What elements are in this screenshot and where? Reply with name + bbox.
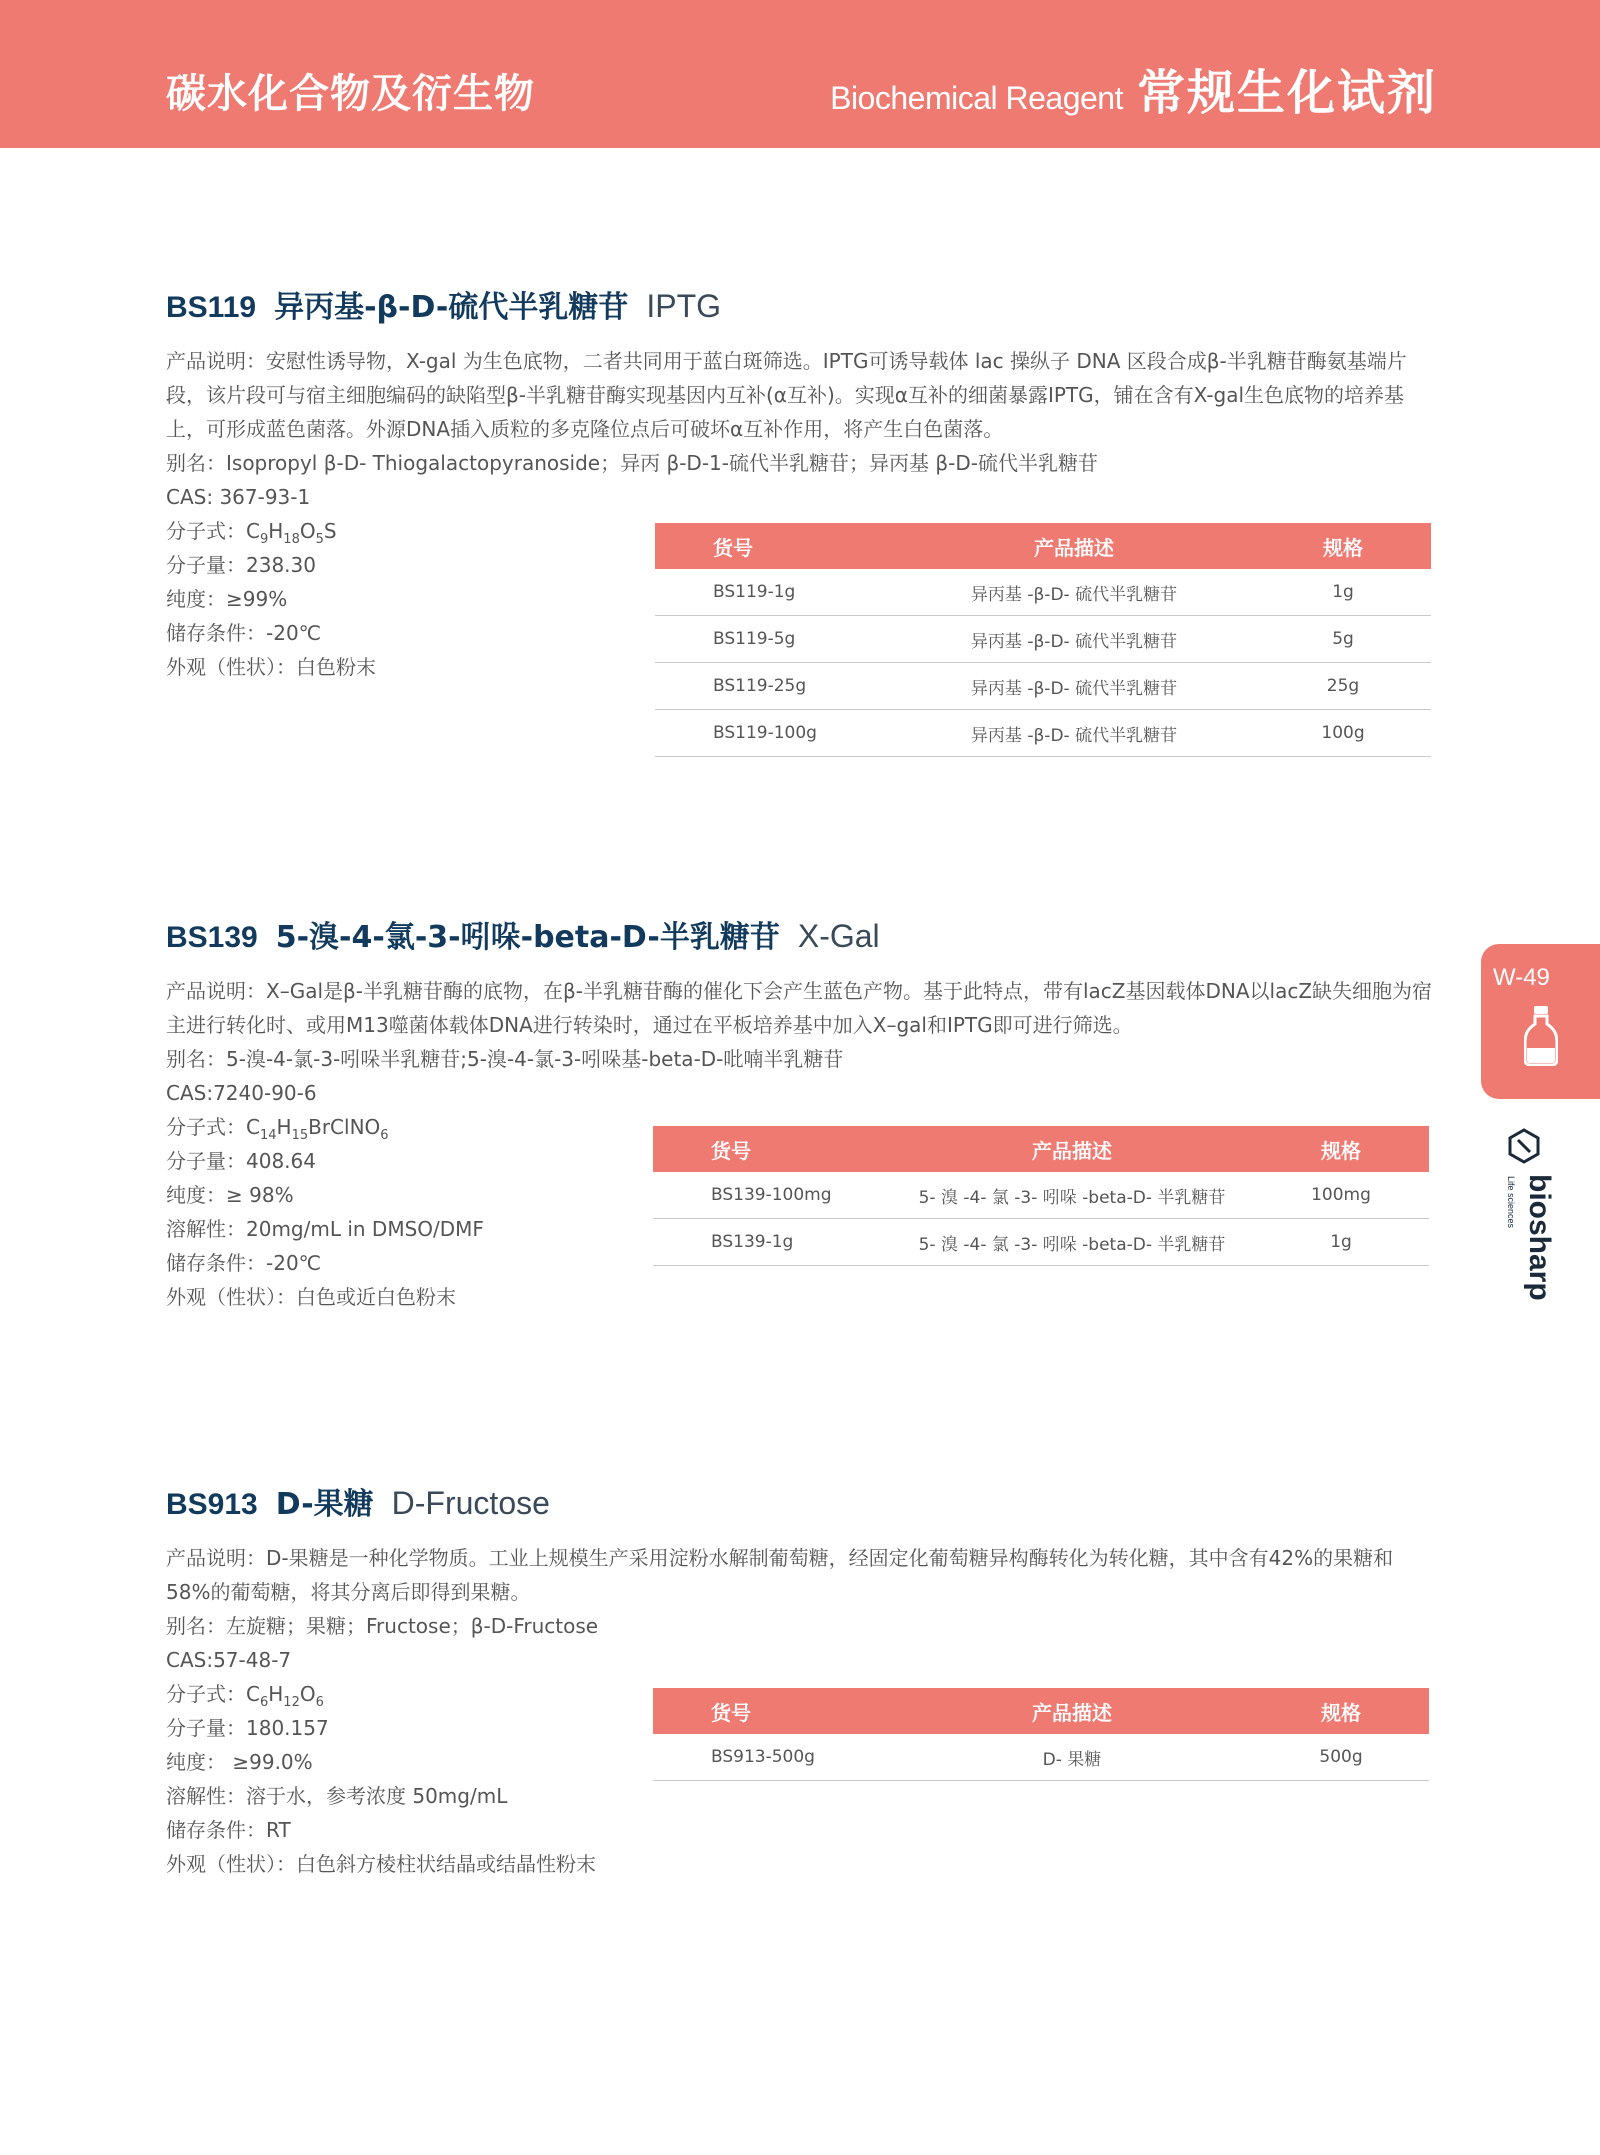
product-description: 产品说明：安慰性诱导物，X-gal 为生色底物，二者共同用于蓝白斑筛选。IPTG可诱导载体 lac 操纵子 DNA 区段合成β-半乳糖苷酶氨基端片段，该片段可与宿主细胞编码的缺陷型β-半乳糖苷酶实现基因内互补(α互补)。实现α互补的细菌暴露IPTG，铺在含有X-gal生色底物的培养基上，可形成蓝色菌落。外源DNA插入质粒的多克隆位点后可破坏α互补作用，将产生白色菌落。 xyxy=(166,349,1407,441)
product-name-cn: D-果糖 xyxy=(275,1487,374,1522)
header-right xyxy=(830,54,1437,123)
product-name-en: D-Fructose xyxy=(391,1485,550,1521)
product-name-cn: 异丙基-β-D-硫代半乳糖苷 xyxy=(274,290,629,325)
product-solubility: 溶解性：20mg/mL in DMSO/DMF xyxy=(166,1217,484,1241)
product-appearance: 外观（性状）：白色或近白色粉末 xyxy=(166,1285,456,1309)
biosharp-logo-icon xyxy=(1498,1126,1554,1306)
product-code: BS913 xyxy=(166,1488,258,1521)
product-storage: 储存条件：RT xyxy=(166,1818,291,1842)
table-header-row xyxy=(653,1126,1429,1172)
col-header-desc: 产品描述 xyxy=(893,523,1255,569)
product-appearance: 外观（性状）：白色斜方棱柱状结晶或结晶性粉末 xyxy=(166,1852,596,1876)
product-appearance: 外观（性状）：白色粉末 xyxy=(166,655,376,679)
product-cas: CAS:57-48-7 xyxy=(166,1648,292,1672)
product-mw: 分子量：180.157 xyxy=(166,1716,329,1740)
product-alias: 别名：5-溴-4-氯-3-吲哚半乳糖苷;5-溴-4-氯-3-吲哚基-beta-D-吡喃半乳糖苷 xyxy=(166,1047,844,1071)
product-title xyxy=(166,282,1436,326)
product-storage: 储存条件：-20℃ xyxy=(166,621,322,645)
table-row: BS119-25g 异丙基 -β-D- 硫代半乳糖苷 25g xyxy=(655,663,1431,710)
table-row: BS119-100g 异丙基 -β-D- 硫代半乳糖苷 100g xyxy=(655,710,1431,757)
table-row: BS913-500g D- 果糖 500g xyxy=(653,1734,1429,1781)
col-header-desc: 产品描述 xyxy=(891,1688,1253,1734)
product-title xyxy=(166,1479,1436,1523)
product-purity: 纯度：≥99% xyxy=(166,587,288,611)
table-header-row xyxy=(653,1688,1429,1734)
product-title xyxy=(166,912,1436,956)
product-name-en: IPTG xyxy=(646,288,722,324)
product-table-bs119 xyxy=(655,523,1431,757)
product-table-bs139 xyxy=(653,1126,1429,1266)
header-english-title: Biochemical Reagent xyxy=(830,80,1123,116)
product-table-bs913 xyxy=(653,1688,1429,1781)
col-header-desc: 产品描述 xyxy=(891,1126,1253,1172)
page-number: W-49 xyxy=(1493,964,1550,991)
product-description: 产品说明：X–Gal是β-半乳糖苷酶的底物，在β-半乳糖苷酶的催化下会产生蓝色产物。基于此特点，带有lacZ基因载体DNA以lacZ缺失细胞为宿主进行转化时、或用M13噬菌体载体DNA进行转染时，通过在平板培养基中加入X–gal和IPTG即可进行筛选。 xyxy=(166,979,1433,1037)
product-code: BS119 xyxy=(166,291,257,324)
product-name-en: X-Gal xyxy=(797,918,880,954)
page-header xyxy=(0,0,1600,148)
col-header-code: 货号 xyxy=(653,1688,891,1734)
product-mw: 分子量：408.64 xyxy=(166,1149,316,1173)
product-cas: CAS:7240-90-6 xyxy=(166,1081,317,1105)
bottle-icon xyxy=(1524,1004,1558,1070)
table-row: BS119-5g 异丙基 -β-D- 硫代半乳糖苷 5g xyxy=(655,616,1431,663)
table-row: BS139-1g 5- 溴 -4- 氯 -3- 吲哚 -beta-D- 半乳糖苷 1g xyxy=(653,1219,1429,1266)
product-mw: 分子量：238.30 xyxy=(166,553,316,577)
brand-tagline: Life sciences xyxy=(1506,1176,1516,1229)
product-cas: CAS: 367-93-1 xyxy=(166,485,311,509)
table-header-row xyxy=(655,523,1431,569)
table-row: BS139-100mg 5- 溴 -4- 氯 -3- 吲哚 -beta-D- 半乳糖苷 100mg xyxy=(653,1172,1429,1219)
product-storage: 储存条件：-20℃ xyxy=(166,1251,322,1275)
product-section-bs913 xyxy=(166,1479,1436,1881)
col-header-spec: 规格 xyxy=(1253,1688,1429,1734)
col-header-spec: 规格 xyxy=(1255,523,1431,569)
product-alias: 别名：Isopropyl β-D- Thiogalactopyranoside；异丙 β-D-1-硫代半乳糖苷；异丙基 β-D-硫代半乳糖苷 xyxy=(166,451,1098,475)
product-code: BS139 xyxy=(166,921,258,954)
col-header-spec: 规格 xyxy=(1253,1126,1429,1172)
product-formula: 分子式：$C_6H_{12}O_6$ xyxy=(166,1682,324,1710)
product-formula: 分子式：$C_{14}H_{15}BrClNO_6$ xyxy=(166,1115,389,1143)
col-header-code: 货号 xyxy=(653,1126,891,1172)
product-purity: 纯度：≥ 98% xyxy=(166,1183,294,1207)
product-purity: 纯度： ≥99.0% xyxy=(166,1750,313,1774)
product-description: 产品说明：D-果糖是一种化学物质。工业上规模生产采用淀粉水解制葡萄糖，经固定化葡萄糖异构酶转化为转化糖，其中含有42%的果糖和58%的葡萄糖，将其分离后即得到果糖。 xyxy=(166,1546,1394,1604)
product-alias: 别名：左旋糖；果糖；Fructose；β-D-Fructose xyxy=(166,1614,599,1638)
category-title: 碳水化合物及衍生物 xyxy=(166,71,535,117)
header-chinese-title: 常规生化试剂 xyxy=(1136,65,1437,121)
product-solubility: 溶解性：溶于水，参考浓度 50mg/mL xyxy=(166,1784,508,1808)
col-header-code: 货号 xyxy=(655,523,893,569)
page-tab xyxy=(1481,944,1600,1099)
brand-name: biosharp xyxy=(1523,1174,1554,1301)
product-name-cn: 5-溴-4-氯-3-吲哚-beta-D-半乳糖苷 xyxy=(275,920,780,955)
table-row: BS119-1g 异丙基 -β-D- 硫代半乳糖苷 1g xyxy=(655,569,1431,616)
product-formula: 分子式：$C_9H_{18}O_5S$ xyxy=(166,519,337,547)
